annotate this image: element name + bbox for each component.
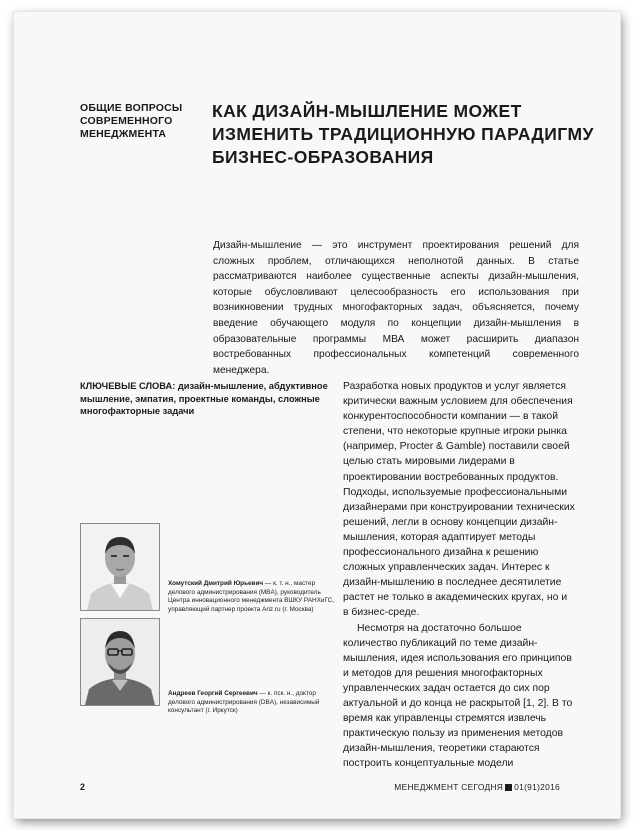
author-portrait-icon xyxy=(81,619,159,705)
author-name: Андреев Георгий Сергеевич xyxy=(168,690,258,697)
section-label-line: ОБЩИЕ ВОПРОСЫ xyxy=(80,102,183,114)
body-paragraph: Разработка новых продуктов и услуг является критически важным условием для обеспечения конкурентоспособности компании — в такой степени, что некоторые крупные игроки рынка (например, Procter & Gamble) поставили своей целью стать мировыми лидерами в проектировании востребованных продуктов. Подходы, используемые профессиональными дизайнерами при конструировании технических решений, легли в основу концепции дизайн-мышления, которая адаптирует методы профессионального дизайна к решению сложных управленческих задач. Интерес к дизайн-мышлению в последнее десятилетие растет не только в академических кругах, но и в бизнес-среде. xyxy=(343,381,575,619)
magazine-footer xyxy=(394,782,560,792)
keywords: КЛЮЧЕВЫЕ СЛОВА: дизайн-мышление, абдуктивное мышление, эмпатия, проектные команды, сложные многофакторные задачи xyxy=(80,381,328,417)
author-info xyxy=(168,580,342,614)
article-title xyxy=(212,100,602,169)
section-label-line: МЕНЕДЖМЕНТА xyxy=(80,128,167,140)
magazine-name: МЕНЕДЖМЕНТ СЕГОДНЯ xyxy=(394,782,504,792)
square-bullet-icon xyxy=(505,784,512,791)
author-description: — к. пск. н., доктор делового администрирования (DBA), независимый консультант (г. Иркутск) xyxy=(168,690,320,715)
title-line: БИЗНЕС-ОБРАЗОВАНИЯ xyxy=(212,147,434,167)
author-name: Хомутский Дмитрий Юрьевич xyxy=(168,580,264,587)
body-paragraph: Несмотря на достаточно большое количество публикаций по теме дизайн-мышления, идея использования его принципов и методов для решения многофакторных управленческих задач остается до сих пор актуальной и до конца не раскрытой [1, 2]. В то время как управленцы стремятся извлечь практическую пользу из применения методов дизайн-мышления, теоретики стараются построить концептуальные модели xyxy=(343,622,573,770)
author-portrait-icon xyxy=(81,524,159,610)
title-line: КАК ДИЗАЙН-МЫШЛЕНИЕ МОЖЕТ xyxy=(212,101,522,121)
author-photo xyxy=(80,618,160,706)
author-description: — к. т. н., мастер делового администрирования (MBA), руководитель Центра инновационного менеджмента ВШКУ РАНХиГС, управляющий партнер проекта Ariz.ru (г. Москва) xyxy=(168,580,335,613)
author-photo xyxy=(80,523,160,611)
page-number: 2 xyxy=(80,782,86,792)
section-label-line: СОВРЕМЕННОГО xyxy=(80,115,173,127)
section-label xyxy=(80,102,200,141)
issue-number: 01(91)2016 xyxy=(514,782,560,792)
author-info xyxy=(168,690,342,716)
article-body xyxy=(343,379,575,771)
article-abstract: Дизайн-мышление — это инструмент проектирования решений для сложных проблем, отличающихся неполнотой данных. В статье рассматриваются наиболее существенные аспекты дизайн-мышления, которые обусловливают целесообразность его использования при возникновении трудных многофакторных задач, объясняется, почему введение обучающего модуля по концепции дизайн-мышления в образовательные программы МВА может расширить диапазон востребованных профессиональных компетенций современного менеджера. xyxy=(213,240,579,376)
journal-page xyxy=(14,12,620,818)
title-line: ИЗМЕНИТЬ ТРАДИЦИОННУЮ ПАРАДИГМУ xyxy=(212,124,594,144)
